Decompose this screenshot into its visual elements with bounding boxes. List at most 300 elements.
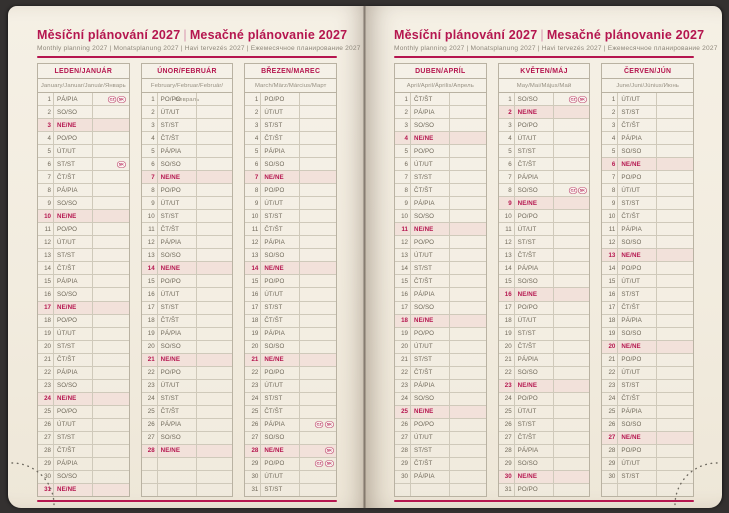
day-abbrev: ÚT/UT [158, 197, 197, 209]
notes-cell [93, 288, 129, 300]
day-number: 25 [499, 406, 515, 418]
day-row [245, 432, 336, 445]
day-abbrev: PÁ/PIA [515, 354, 554, 366]
day-number: 23 [602, 380, 618, 392]
day-abbrev: PÁ/PIA [515, 262, 554, 274]
day-abbrev: NE/NE [515, 471, 554, 483]
day-number: 7 [245, 171, 261, 183]
day-row [602, 315, 693, 328]
notes-cell [657, 262, 693, 274]
day-abbrev: ST/ST [618, 288, 657, 300]
notes-cell [657, 210, 693, 222]
day-number [602, 484, 618, 496]
notes-cell [300, 315, 336, 327]
day-row [499, 315, 590, 328]
day-row [142, 184, 233, 197]
day-abbrev: SO/SO [411, 393, 450, 405]
notes-cell [197, 393, 233, 405]
day-row [38, 367, 129, 380]
notes-cell [554, 223, 590, 235]
day-row [395, 145, 486, 158]
day-abbrev: SO/SO [261, 249, 300, 261]
day-row [395, 315, 486, 328]
day-number: 4 [499, 132, 515, 144]
empty-row [142, 458, 233, 471]
notes-cell [300, 145, 336, 157]
day-abbrev: PÁ/PIA [411, 288, 450, 300]
notes-cell [450, 380, 486, 392]
day-abbrev: NE/NE [515, 106, 554, 118]
day-row [245, 275, 336, 288]
day-number: 14 [395, 262, 411, 274]
day-abbrev: ST/ST [515, 328, 554, 340]
day-abbrev: SO/SO [618, 419, 657, 431]
day-abbrev: SO/SO [515, 184, 554, 196]
day-row [142, 328, 233, 341]
notes-cell [450, 106, 486, 118]
day-number: 22 [245, 367, 261, 379]
day-row [395, 288, 486, 301]
day-number: 1 [38, 93, 54, 105]
day-abbrev [158, 458, 197, 470]
empty-row [142, 471, 233, 484]
day-abbrev: NE/NE [411, 315, 450, 327]
day-number: 30 [38, 471, 54, 483]
day-number: 27 [499, 432, 515, 444]
day-number: 20 [142, 341, 158, 353]
notes-cell [554, 393, 590, 405]
notes-cell [300, 393, 336, 405]
notes-cell [300, 106, 336, 118]
day-number: 2 [395, 106, 411, 118]
day-number: 16 [142, 288, 158, 300]
day-number: 20 [499, 341, 515, 353]
day-abbrev: ČT/ŠT [515, 158, 554, 170]
day-number: 6 [602, 158, 618, 170]
day-row [499, 471, 590, 484]
day-number: 26 [499, 419, 515, 431]
day-row [395, 393, 486, 406]
notes-cell [554, 145, 590, 157]
notes-cell [93, 145, 129, 157]
notes-cell [554, 406, 590, 418]
day-abbrev: ÚT/UT [411, 341, 450, 353]
day-abbrev: ČT/ŠT [261, 406, 300, 418]
notes-cell [657, 432, 693, 444]
day-row [38, 328, 129, 341]
month-title: KVĚTEN/MÁJ [499, 64, 590, 79]
day-row [245, 249, 336, 262]
day-number: 2 [245, 106, 261, 118]
day-row [142, 445, 233, 458]
day-abbrev: ST/ST [158, 302, 197, 314]
notes-cell [93, 249, 129, 261]
day-row [245, 445, 336, 458]
day-row [499, 249, 590, 262]
day-number: 18 [38, 315, 54, 327]
notes-cell [300, 210, 336, 222]
day-number: 1 [395, 93, 411, 105]
day-number: 10 [142, 210, 158, 222]
day-abbrev: SO/SO [158, 341, 197, 353]
notes-cell [657, 315, 693, 327]
day-number: 14 [245, 262, 261, 274]
notes-cell [93, 458, 129, 470]
notes-cell [197, 354, 233, 366]
sk-holiday-badge: SK [119, 97, 125, 101]
day-abbrev: PÁ/PIA [618, 132, 657, 144]
month-table [394, 63, 487, 497]
day-abbrev: ČT/ŠT [618, 119, 657, 131]
day-abbrev: ST/ST [261, 210, 300, 222]
day-abbrev: SO/SO [618, 145, 657, 157]
day-number: 21 [395, 354, 411, 366]
day-row [142, 236, 233, 249]
day-row [499, 210, 590, 223]
day-abbrev: ČT/ŠT [515, 341, 554, 353]
notes-cell [657, 249, 693, 261]
day-abbrev: NE/NE [261, 354, 300, 366]
day-row [142, 171, 233, 184]
day-abbrev: PÁ/PIA [158, 145, 197, 157]
day-abbrev: ST/ST [411, 171, 450, 183]
notes-cell [197, 210, 233, 222]
day-number: 27 [245, 432, 261, 444]
day-number: 25 [245, 406, 261, 418]
bottom-rule [394, 500, 694, 502]
day-row [499, 184, 590, 197]
day-row [395, 236, 486, 249]
day-abbrev: ČT/ŠT [261, 132, 300, 144]
day-number: 5 [395, 145, 411, 157]
notes-cell [197, 471, 233, 483]
day-number: 26 [245, 419, 261, 431]
day-row [499, 406, 590, 419]
cz-holiday-badge: CZ [570, 97, 576, 101]
day-row [395, 380, 486, 393]
notes-cell [93, 302, 129, 314]
day-abbrev: PÁ/PIA [618, 223, 657, 235]
notes-cell [554, 432, 590, 444]
day-abbrev: PÁ/PIA [411, 471, 450, 483]
day-row [602, 288, 693, 301]
day-number: 6 [499, 158, 515, 170]
notes-cell [93, 445, 129, 457]
day-row [602, 354, 693, 367]
day-number: 1 [602, 93, 618, 105]
day-number: 27 [602, 432, 618, 444]
notes-cell [300, 432, 336, 444]
day-abbrev: NE/NE [515, 197, 554, 209]
day-row [395, 432, 486, 445]
notes-cell [657, 132, 693, 144]
day-number: 3 [602, 119, 618, 131]
day-number: 3 [499, 119, 515, 131]
day-row [602, 145, 693, 158]
day-number: 9 [245, 197, 261, 209]
day-row [142, 341, 233, 354]
day-abbrev: PÁ/PIA [261, 328, 300, 340]
day-abbrev: ST/ST [261, 484, 300, 496]
day-abbrev: PO/PO [158, 184, 197, 196]
day-row [38, 288, 129, 301]
day-number: 23 [499, 380, 515, 392]
day-row [395, 458, 486, 471]
day-row [499, 197, 590, 210]
notes-cell [450, 236, 486, 248]
page-title-slovak: Mesačné plánovanie 2027 [189, 28, 348, 42]
notes-cell [554, 445, 590, 457]
day-abbrev: ČT/ŠT [158, 132, 197, 144]
day-number: 12 [142, 236, 158, 248]
page-title-slovak: Mesačné plánovanie 2027 [546, 28, 705, 42]
day-abbrev: NE/NE [261, 445, 300, 457]
notes-cell [197, 158, 233, 170]
day-row [499, 145, 590, 158]
day-number: 21 [499, 354, 515, 366]
day-row [602, 249, 693, 262]
notes-cell [657, 184, 693, 196]
day-number: 25 [602, 406, 618, 418]
notes-cell [450, 223, 486, 235]
day-number: 10 [38, 210, 54, 222]
notes-cell [300, 354, 336, 366]
day-number: 17 [602, 302, 618, 314]
day-number: 22 [395, 367, 411, 379]
day-number: 11 [602, 223, 618, 235]
day-row [245, 93, 336, 106]
day-abbrev: NE/NE [54, 119, 93, 131]
notes-cell [554, 341, 590, 353]
day-row [38, 354, 129, 367]
day-abbrev: ST/ST [515, 236, 554, 248]
notes-cell [450, 367, 486, 379]
day-number: 23 [38, 380, 54, 392]
day-row [395, 210, 486, 223]
notes-cell [450, 262, 486, 274]
sk-holiday-badge: SK [119, 162, 125, 166]
day-abbrev: ČT/ŠT [54, 445, 93, 457]
day-number: 11 [395, 223, 411, 235]
notes-cell [300, 419, 336, 431]
day-abbrev: PÁ/PIA [618, 315, 657, 327]
day-row [142, 249, 233, 262]
day-row [142, 119, 233, 132]
notes-cell [93, 484, 129, 496]
month-title: ÚNOR/FEBRUÁR [142, 64, 233, 79]
day-number: 15 [602, 275, 618, 287]
day-number: 3 [38, 119, 54, 131]
day-row [245, 210, 336, 223]
day-row [142, 197, 233, 210]
day-number: 3 [245, 119, 261, 131]
day-number: 31 [245, 484, 261, 496]
day-row [38, 249, 129, 262]
day-abbrev: SO/SO [261, 341, 300, 353]
day-row [142, 315, 233, 328]
notes-cell [300, 288, 336, 300]
day-row [499, 484, 590, 496]
notes-cell [657, 171, 693, 183]
day-abbrev: PO/PO [411, 145, 450, 157]
notes-cell [93, 393, 129, 405]
day-row [245, 315, 336, 328]
day-row [245, 471, 336, 484]
day-row [602, 419, 693, 432]
day-number: 17 [245, 302, 261, 314]
cz-holiday-badge: CZ [317, 462, 323, 466]
day-number: 22 [142, 367, 158, 379]
day-row [38, 145, 129, 158]
day-abbrev: PÁ/PIA [54, 458, 93, 470]
day-number: 8 [395, 184, 411, 196]
day-row [38, 184, 129, 197]
month-table [244, 63, 337, 497]
notes-cell [450, 445, 486, 457]
day-row [499, 328, 590, 341]
day-row [38, 171, 129, 184]
day-abbrev: PO/PO [618, 171, 657, 183]
notes-cell [657, 236, 693, 248]
notes-cell [300, 367, 336, 379]
day-row [499, 106, 590, 119]
left-page [8, 6, 365, 508]
day-abbrev: ST/ST [515, 145, 554, 157]
day-row [142, 262, 233, 275]
day-number: 14 [602, 262, 618, 274]
notes-cell [197, 132, 233, 144]
month-columns-right [394, 63, 694, 497]
notes-cell [197, 445, 233, 457]
day-number: 4 [245, 132, 261, 144]
day-number: 25 [395, 406, 411, 418]
book-spine [363, 6, 366, 508]
day-abbrev: ST/ST [618, 380, 657, 392]
day-row [499, 393, 590, 406]
day-row [245, 484, 336, 496]
day-row [142, 93, 233, 106]
day-row [602, 275, 693, 288]
day-number: 2 [499, 106, 515, 118]
notes-cell [197, 236, 233, 248]
day-row [142, 158, 233, 171]
day-row [38, 119, 129, 132]
notes-cell [657, 106, 693, 118]
day-number: 5 [602, 145, 618, 157]
day-number [395, 484, 411, 496]
notes-cell [300, 262, 336, 274]
day-abbrev: PÁ/PIA [158, 328, 197, 340]
day-abbrev: PÁ/PIA [261, 236, 300, 248]
notes-cell [657, 419, 693, 431]
day-number: 20 [38, 341, 54, 353]
day-number: 3 [142, 119, 158, 131]
day-abbrev: NE/NE [515, 380, 554, 392]
day-row [142, 380, 233, 393]
notes-cell [450, 393, 486, 405]
day-abbrev: ST/ST [411, 262, 450, 274]
notes-cell [450, 315, 486, 327]
notes-cell [657, 341, 693, 353]
day-abbrev: PO/PO [261, 458, 300, 470]
day-number: 10 [499, 210, 515, 222]
notes-cell [93, 471, 129, 483]
day-number: 24 [38, 393, 54, 405]
day-abbrev: ÚT/UT [515, 223, 554, 235]
month-subtitle: January/Januar/Január/Январь [38, 79, 129, 93]
day-abbrev: SO/SO [54, 380, 93, 392]
day-number: 12 [245, 236, 261, 248]
right-page [365, 6, 722, 508]
day-abbrev: ÚT/UT [54, 145, 93, 157]
day-row [499, 223, 590, 236]
day-number: 28 [395, 445, 411, 457]
day-number: 5 [142, 145, 158, 157]
day-rows [38, 93, 129, 496]
day-abbrev: PÁ/PIA [261, 419, 300, 431]
title-separator: | [540, 28, 544, 42]
notes-cell [197, 93, 233, 105]
day-row [142, 223, 233, 236]
day-abbrev: ST/ST [54, 249, 93, 261]
notes-cell [657, 197, 693, 209]
notes-cell [197, 184, 233, 196]
day-number: 17 [142, 302, 158, 314]
notes-cell [554, 262, 590, 274]
day-number: 29 [499, 458, 515, 470]
day-rows [245, 93, 336, 496]
day-abbrev: ÚT/UT [411, 158, 450, 170]
day-number: 21 [142, 354, 158, 366]
day-abbrev: PÁ/PIA [618, 406, 657, 418]
day-row [395, 354, 486, 367]
day-row [395, 249, 486, 262]
day-abbrev: PO/PO [54, 223, 93, 235]
day-row [499, 341, 590, 354]
month-title: LEDEN/JANUÁR [38, 64, 129, 79]
day-number: 2 [38, 106, 54, 118]
day-row [245, 171, 336, 184]
day-number: 15 [245, 275, 261, 287]
day-number: 5 [245, 145, 261, 157]
day-row [142, 288, 233, 301]
day-number: 4 [38, 132, 54, 144]
notes-cell [554, 197, 590, 209]
month-subtitle: March/März/Március/Март [245, 79, 336, 93]
day-abbrev: PÁ/PIA [54, 184, 93, 196]
notes-cell [93, 158, 129, 170]
day-number: 10 [395, 210, 411, 222]
day-abbrev [411, 484, 450, 496]
notes-cell [657, 328, 693, 340]
day-row [395, 367, 486, 380]
day-row [245, 184, 336, 197]
day-number: 24 [395, 393, 411, 405]
month-table [37, 63, 130, 497]
day-abbrev: PÁ/PIA [158, 236, 197, 248]
day-abbrev: PÁ/PIA [54, 275, 93, 287]
day-row [142, 432, 233, 445]
notes-cell [197, 249, 233, 261]
day-abbrev: ČT/ŠT [54, 262, 93, 274]
day-row [245, 145, 336, 158]
day-number: 12 [499, 236, 515, 248]
notes-cell [657, 406, 693, 418]
day-row [245, 302, 336, 315]
day-abbrev: NE/NE [515, 288, 554, 300]
day-row [395, 471, 486, 484]
day-abbrev: PO/PO [261, 367, 300, 379]
